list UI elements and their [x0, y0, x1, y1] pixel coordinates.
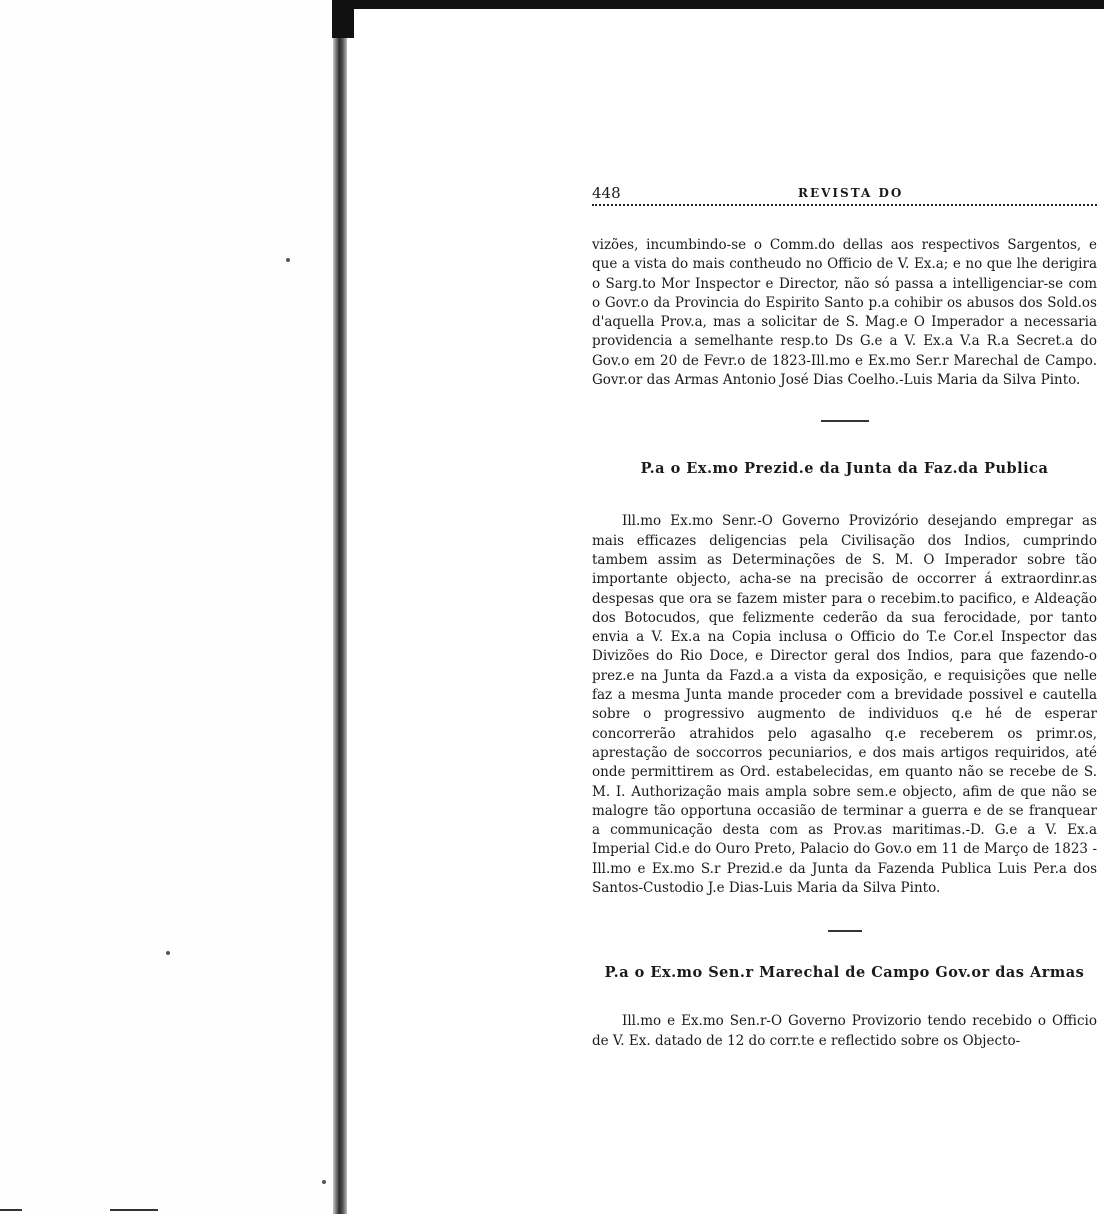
letter-body-text: Ill.mo Ex.mo Senr.-O Governo Provizório desejando empregar as mais efficazes deligencias pela Civilisação dos Indios, cumprindo tambem assim as Determinações de S. M. O Imperador sobre tão importante objecto, acha-se na precisão de occorrer á extraordinr.as despesas que ora se fazem mister para o recebim.to pacifico, e Aldeação dos Botocudos, que felizmente cederão da sua ferocidade, por tanto envia a V. Ex.a na Copia inclusa o Officio do T.e Cor.el Inspector das Divizões do Rio Doce, e Director geral dos Indios, para que fazendo-o prez.e na Junta da Fazd.a a vista da exposição, e requisições que nelle faz a mesma Junta mande proceder com a brevidade possivel e cautella sobre o progressivo augmento de individuos q.e hé de esperar concorrerão atrahidos pelo agasalho q.e receberem os primr.os, aprestação de soccorros pecuniarios, e dos mais artigos requiridos, até onde permittirem as Ord. estabelecidas, em quanto não se recebe de S. M. I. Authorização mais ampla sobre sem.e objecto, afim de que não se malogre tão opportuna occasião de terminar a guerra e de se franquear a communicação desta com as Prov.as maritimas.-D. G.e a V. Ex.a Imperial Cid.e do Ouro Preto, Palacio do Gov.o em 11 de Março de 1823 -Ill.mo e Ex.mo S.r Prezid.e da Junta da Fazenda Publica Luis Per.a dos Santos-Custodio J.e Dias-Luis Maria da Silva Pinto.	[592, 513, 1097, 897]
bottom-edge-mark	[110, 1209, 158, 1211]
page-number: 448	[592, 184, 621, 202]
letter-heading: P.a o Ex.mo Prezid.e da Junta da Faz.da Publica	[640, 460, 1049, 478]
blank-facing-page	[0, 0, 336, 1214]
bottom-edge-mark	[0, 1209, 22, 1211]
running-header	[592, 180, 1097, 206]
journal-title: REVISTA DO	[798, 186, 904, 200]
paper-speck	[322, 1180, 326, 1184]
section-divider	[821, 420, 869, 422]
paper-speck	[286, 258, 290, 262]
paper-speck	[166, 951, 170, 955]
section-divider	[828, 930, 862, 932]
letter-body-text: Ill.mo e Ex.mo Sen.r-O Governo Provizorio tendo recebido o Officio de V. Ex. datado de 12 do corr.te e reflectido sobre os Objecto-	[592, 1013, 1097, 1049]
book-spine-shadow	[333, 0, 347, 1214]
letter-heading: P.a o Ex.mo Sen.r Marechal de Campo Gov.or das Armas	[604, 964, 1085, 982]
book-page	[592, 180, 1097, 1051]
letter-continuation-text: vizões, incumbindo-se o Comm.do dellas aos respectivos Sargentos, e que a vista do mais contheudo no Officio de V. Ex.a; e no que lhe derigira o Sarg.to Mor Inspector e Director, não só passa a intelligenciar-se com o Govr.o da Provincia do Espirito Santo p.a cohibir os abusos dos Sold.os d'aquella Prov.a, mas a solicitar de S. Mag.e O Imperador a necessaria providencia a semelhante resp.to Ds G.e a V. Ex.a V.a R.a Secret.a do Gov.o em 20 de Fevr.o de 1823-Ill.mo e Ex.mo Ser.r Marechal de Campo. Govr.or das Armas Antonio José Dias Coelho.-Luis Maria da Silva Pinto.	[592, 237, 1097, 389]
page-top-edge	[345, 0, 1104, 9]
